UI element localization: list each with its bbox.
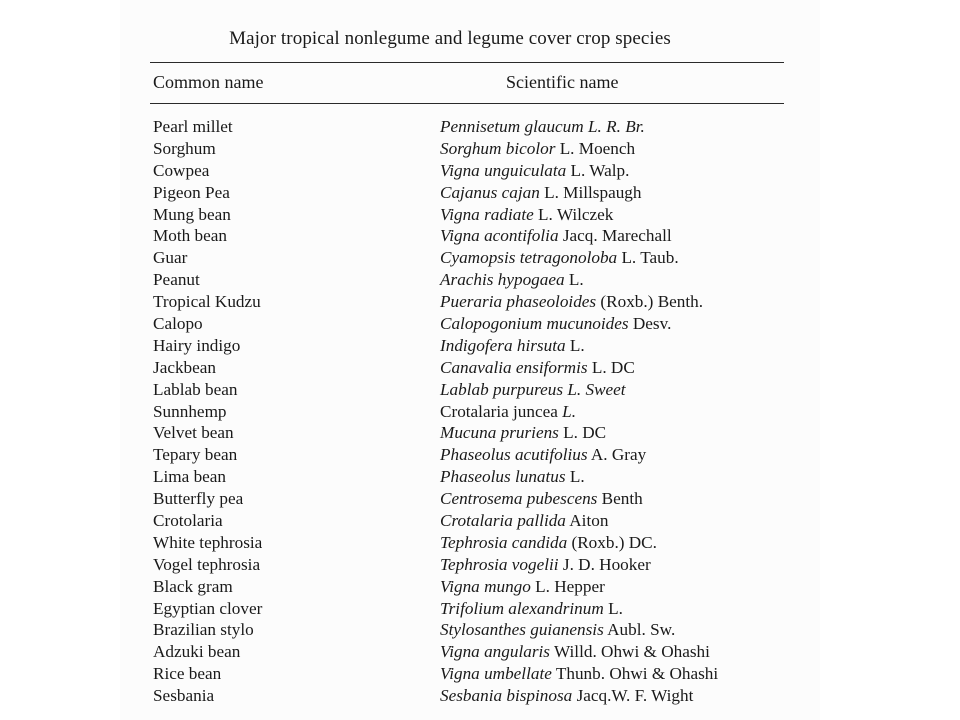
species-binomial: Indigofera hirsuta bbox=[440, 335, 566, 355]
species-binomial: Sorghum bicolor bbox=[440, 138, 556, 158]
species-binomial: Lablab purpureus bbox=[440, 379, 564, 399]
common-name-cell: Egyptian clover bbox=[153, 598, 263, 618]
species-binomial: Phaseolus lunatus bbox=[440, 467, 566, 487]
species-authority: L. Hepper bbox=[535, 576, 605, 596]
species-binomial: Vigna angularis bbox=[440, 642, 550, 662]
species-binomial: Crotalaria pallida bbox=[440, 511, 566, 531]
scientific-name-cell bbox=[440, 576, 605, 598]
scientific-name-cell bbox=[440, 204, 613, 226]
scientific-name-cell bbox=[440, 116, 645, 138]
species-binomial: Vigna mungo bbox=[440, 576, 531, 596]
scientific-name-cell bbox=[440, 401, 576, 423]
scientific-name-cell bbox=[440, 554, 651, 576]
common-name-cell: Black gram bbox=[153, 576, 233, 596]
species-authority: L. R. Br. bbox=[587, 117, 645, 136]
species-binomial: Sesbania bispinosa bbox=[440, 686, 573, 706]
scientific-name-cell bbox=[440, 466, 585, 488]
species-authority: Desv. bbox=[632, 314, 672, 334]
scientific-name-cell bbox=[440, 444, 646, 466]
table-row bbox=[0, 532, 960, 554]
species-binomial: Arachis hypogaea bbox=[440, 270, 565, 290]
scientific-name-cell bbox=[440, 641, 710, 663]
species-authority: Aubl. Sw. bbox=[607, 620, 676, 640]
table-row bbox=[0, 444, 960, 466]
table-row bbox=[0, 138, 960, 160]
table-row bbox=[0, 401, 960, 423]
species-authority-suffix: L. bbox=[562, 401, 577, 421]
species-binomial: Vigna umbellate bbox=[440, 664, 552, 684]
scientific-name-cell bbox=[440, 598, 623, 620]
table-row bbox=[0, 357, 960, 379]
table-row bbox=[0, 685, 960, 707]
table-row bbox=[0, 204, 960, 226]
common-name-cell: Velvet bean bbox=[153, 423, 234, 443]
column-header-scientific-name: Scientific name bbox=[506, 72, 619, 92]
header-rule bbox=[150, 103, 784, 104]
species-authority: L. Wilczek bbox=[538, 204, 614, 224]
species-authority: L. Sweet bbox=[567, 379, 626, 399]
scientific-name-cell bbox=[440, 422, 606, 444]
common-name-cell: Guar bbox=[153, 248, 188, 268]
common-name-cell: Calopo bbox=[153, 314, 203, 334]
species-table-body bbox=[0, 116, 960, 707]
species-authority: L. Moench bbox=[559, 138, 636, 158]
scientific-name-cell bbox=[440, 510, 608, 532]
common-name-cell: Hairy indigo bbox=[153, 335, 241, 355]
species-binomial: Tephrosia candida bbox=[440, 532, 568, 552]
common-name-cell: Moth bean bbox=[153, 226, 227, 246]
table-row bbox=[0, 313, 960, 335]
scientific-name-cell bbox=[440, 313, 671, 335]
common-name-cell: Brazilian stylo bbox=[153, 620, 254, 640]
table-row bbox=[0, 641, 960, 663]
species-binomial: Cyamopsis tetragonoloba bbox=[440, 248, 618, 268]
species-binomial: Mucuna pruriens bbox=[440, 423, 559, 443]
species-authority: L. Millspaugh bbox=[544, 182, 642, 202]
table-row bbox=[0, 619, 960, 641]
scientific-name-cell bbox=[440, 532, 657, 554]
species-binomial: Vigna acontifolia bbox=[440, 226, 559, 246]
common-name-cell: Jackbean bbox=[153, 357, 216, 377]
species-binomial: Vigna radiate bbox=[440, 204, 534, 224]
common-name-cell: Mung bean bbox=[153, 204, 231, 224]
common-name-cell: Peanut bbox=[153, 270, 200, 290]
scientific-name-cell bbox=[440, 619, 675, 641]
common-name-cell: Tepary bean bbox=[153, 445, 238, 465]
table-row bbox=[0, 554, 960, 576]
table-row bbox=[0, 422, 960, 444]
common-name-cell: Crotolaria bbox=[153, 511, 223, 531]
species-binomial: Canavalia ensiformis bbox=[440, 357, 588, 377]
table-row bbox=[0, 182, 960, 204]
species-binomial: Tephrosia vogelii bbox=[440, 554, 559, 574]
species-binomial: Stylosanthes guianensis bbox=[440, 620, 604, 640]
species-authority: L. DC bbox=[591, 357, 635, 377]
table-row bbox=[0, 116, 960, 138]
scientific-name-cell bbox=[440, 379, 626, 401]
scientific-name-cell bbox=[440, 291, 703, 313]
species-authority: L. bbox=[568, 270, 584, 290]
species-authority: L. DC bbox=[563, 423, 607, 443]
species-authority: Jacq.W. F. Wight bbox=[576, 686, 694, 706]
species-authority: Thunb. Ohwi & Ohashi bbox=[555, 664, 719, 684]
scientific-name-cell bbox=[440, 269, 584, 291]
species-authority: (Roxb.) Benth. bbox=[600, 292, 704, 312]
scientific-name-cell bbox=[440, 335, 585, 357]
table-row bbox=[0, 663, 960, 685]
common-name-cell: Sesbania bbox=[153, 686, 215, 706]
common-name-cell: Cowpea bbox=[153, 160, 210, 180]
species-authority: Crotalaria juncea bbox=[440, 401, 558, 421]
species-binomial: Pennisetum glaucum bbox=[440, 117, 584, 136]
table-row bbox=[0, 225, 960, 247]
table-row bbox=[0, 510, 960, 532]
column-header-common-name: Common name bbox=[153, 72, 264, 92]
scientific-name-cell bbox=[440, 685, 693, 707]
scientific-name-cell bbox=[440, 225, 672, 247]
scientific-name-cell bbox=[440, 247, 679, 269]
scientific-name-cell bbox=[440, 357, 635, 379]
table-row bbox=[0, 291, 960, 313]
table-row bbox=[0, 576, 960, 598]
scientific-name-cell bbox=[440, 663, 718, 685]
top-rule bbox=[150, 62, 784, 63]
species-authority: L. bbox=[608, 598, 623, 618]
species-authority: Benth bbox=[601, 489, 643, 509]
common-name-cell: Pigeon Pea bbox=[153, 182, 230, 202]
species-authority: J. D. Hooker bbox=[562, 554, 651, 574]
species-authority: Jacq. Marechall bbox=[562, 226, 672, 246]
table-row bbox=[0, 247, 960, 269]
species-binomial: Trifolium alexandrinum bbox=[440, 598, 604, 618]
species-authority: Aiton bbox=[569, 511, 609, 531]
table-title: Major tropical nonlegume and legume cover crop species bbox=[229, 28, 671, 49]
species-binomial: Calopogonium mucunoides bbox=[440, 314, 629, 334]
table-row bbox=[0, 598, 960, 620]
table-row bbox=[0, 335, 960, 357]
species-authority: (Roxb.) DC. bbox=[571, 532, 657, 552]
common-name-cell: Lima bean bbox=[153, 467, 227, 487]
common-name-cell: White tephrosia bbox=[153, 532, 263, 552]
scientific-name-cell bbox=[440, 182, 642, 204]
species-authority: L. bbox=[569, 335, 585, 355]
species-binomial: Cajanus cajan bbox=[440, 182, 540, 202]
table-row bbox=[0, 466, 960, 488]
species-authority: L. bbox=[569, 467, 585, 487]
common-name-cell: Rice bean bbox=[153, 664, 222, 684]
common-name-cell: Vogel tephrosia bbox=[153, 554, 261, 574]
species-authority: A. Gray bbox=[590, 445, 647, 465]
species-binomial: Centrosema pubescens bbox=[440, 489, 598, 509]
common-name-cell: Sorghum bbox=[153, 138, 216, 158]
table-row bbox=[0, 160, 960, 182]
common-name-cell: Sunnhemp bbox=[153, 401, 227, 421]
common-name-cell: Lablab bean bbox=[153, 379, 238, 399]
common-name-cell: Butterfly pea bbox=[153, 489, 244, 509]
scientific-name-cell bbox=[440, 160, 629, 182]
table-row bbox=[0, 488, 960, 510]
scientific-name-cell bbox=[440, 138, 635, 160]
species-binomial: Phaseolus acutifolius bbox=[440, 445, 588, 465]
species-authority: Willd. Ohwi & Ohashi bbox=[553, 642, 710, 662]
species-binomial: Pueraria phaseoloides bbox=[440, 292, 597, 312]
scientific-name-cell bbox=[440, 488, 643, 510]
species-binomial: Vigna unguiculata bbox=[440, 160, 567, 180]
species-authority: L. Taub. bbox=[621, 248, 679, 268]
common-name-cell: Tropical Kudzu bbox=[153, 292, 261, 312]
table-row bbox=[0, 269, 960, 291]
common-name-cell: Pearl millet bbox=[153, 117, 233, 136]
common-name-cell: Adzuki bean bbox=[153, 642, 241, 662]
species-authority: L. Walp. bbox=[570, 160, 630, 180]
table-row bbox=[0, 379, 960, 401]
